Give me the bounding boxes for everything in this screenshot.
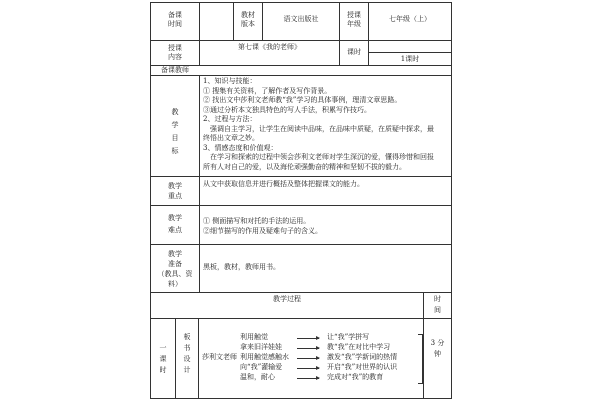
row-divider [150, 40, 452, 41]
hours-value: 1课时 [400, 55, 420, 63]
board-left-item: 拿来旧洋娃娃 [240, 343, 282, 351]
hours-divider [368, 52, 451, 53]
grade-value: 七年级（上） [389, 15, 431, 23]
difficulties-text [203, 217, 449, 236]
objective-line: 强调自主学习，让学生在阅读中品味，在品味中质疑，在质疑中探求，最 [203, 124, 434, 133]
col-divider [199, 2, 200, 65]
table-border-bottom [150, 398, 452, 399]
key-points-label: 教学 重点 [168, 182, 182, 200]
preparation-text: 黑板，教材，教师用书。 [203, 263, 280, 271]
objectives-text [203, 77, 449, 172]
process-title: 教学过程 [273, 295, 301, 303]
preparation-label: 教学 准备 （教具、资 料） [157, 250, 193, 288]
objective-line: 在学习和探索的过程中领会莎利文老师对学生深沉的爱，懂得珍惜和回报 [203, 153, 434, 161]
row-divider [150, 292, 452, 293]
board-right-item: 开启“我”对世界的认识 [327, 363, 398, 371]
hours-label: 课时 [347, 48, 361, 56]
prep-time-label: 备课 时间 [168, 11, 182, 28]
board-design-label: 板 书 设 计 [183, 333, 191, 374]
board-right-item: 让“我”学拼写 [327, 333, 370, 341]
textbook-value: 语文出版社 [283, 15, 319, 23]
board-teacher: 莎利文老师 [202, 353, 237, 361]
grade-label: 授课 年级 [347, 11, 361, 28]
board-left-item: 利用触觉感触水 [240, 353, 289, 361]
content-value: 第七课《我的老师》 [238, 43, 301, 51]
row-divider [150, 176, 452, 177]
period-label: 一 课 时 [159, 344, 167, 374]
board-right-item: 教“我”在对比中学习 [327, 343, 391, 351]
board-left-item: 向“我”灌输爱 [240, 363, 283, 371]
textbook-label: 教材 版本 [241, 11, 255, 28]
objective-line: ② 找出文中莎利文老师教“我”学习的具体事例，理清文章思路。 [203, 96, 402, 104]
content-label: 授课 内容 [168, 44, 182, 61]
right-brace-icon [418, 334, 423, 384]
table-border-top [150, 2, 452, 3]
label-col-divider [199, 75, 200, 292]
arrow-right-icon [297, 378, 319, 379]
arrow-right-icon [297, 358, 319, 359]
row-divider [150, 318, 452, 319]
row-divider [150, 75, 452, 76]
table-border-right [451, 2, 452, 398]
objective-line: 所有人对自己的爱，以及海伦顽强勤奋的精神和坚韧不拔的毅力。 [203, 162, 406, 171]
board-left-item: 利用触觉 [240, 333, 268, 341]
teacher-label: 备课教师 [161, 66, 189, 74]
time-label: 时 间 [434, 295, 441, 314]
objective-line: 终悟出文章之妙。 [203, 134, 259, 142]
arrow-right-icon [297, 348, 319, 349]
objective-line: ③通过分析本文独具特色的写人手法，积累写作技巧。 [203, 105, 371, 114]
time-value: 3 分 钟 [430, 339, 445, 358]
difficulty-line: ① 侧面描写和对托的手法的运用。 [203, 217, 311, 225]
arrow-right-icon [297, 368, 319, 369]
objectives-label: 教 学 目 标 [171, 108, 179, 155]
difficulties-label: 教学 难点 [168, 214, 182, 234]
arrow-right-icon [297, 338, 319, 339]
objective-line: ① 搜集有关资料，了解作者及写作背景。 [203, 86, 332, 95]
objective-line: 2、过程与方法： [203, 115, 257, 123]
objective-line: 3、情感态度和价值观： [203, 143, 278, 152]
difficulty-line: ②细节描写的作用及疑难句子的含义。 [203, 226, 322, 235]
board-right-item: 完成对“我”的教育 [327, 373, 384, 381]
board-col-divider [198, 318, 199, 398]
objective-line: 1、知识与技能： [203, 77, 257, 85]
key-points-text: 从文中获取信息并进行概括及整体把握课文的能力。 [203, 180, 364, 188]
row-divider [150, 244, 452, 245]
board-right-item: 激发“我”学新词的热情 [327, 353, 398, 361]
board-left-item: 温和，耐心 [240, 373, 275, 381]
row-divider [150, 205, 452, 206]
